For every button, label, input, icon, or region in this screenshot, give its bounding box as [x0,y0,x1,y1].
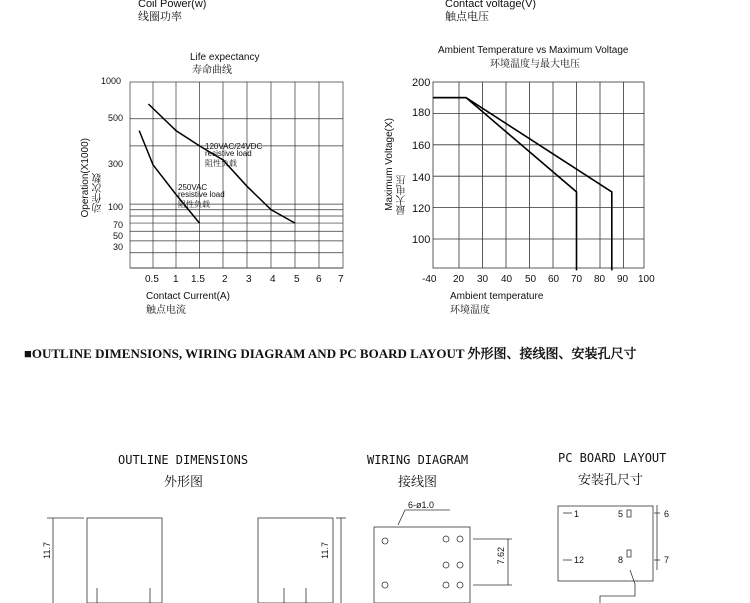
wiring-dim: 7.62 [496,547,506,565]
life-chart-ylabel-cn: 动作次数 [93,173,104,213]
temp-ytick: 100 [412,234,431,246]
life-chart-title: Life expectancy [190,52,260,63]
life-series-label: 250VAC resistive load 阻性负载 [178,183,225,209]
temp-xtick: 70 [571,274,583,285]
life-xtick: 7 [338,274,344,285]
contact-voltage-label-cn: 触点电压 [445,11,489,23]
life-chart-subtitle: 寿命曲线 [192,65,232,76]
life-ytick: 500 [108,113,124,123]
outline-title: OUTLINE DIMENSIONS [118,453,249,467]
life-xtick: 1.5 [191,274,205,285]
life-chart-xlabel: Contact Current(A) [146,291,230,302]
section-marker: ■ [24,346,32,361]
life-xtick: 0.5 [145,274,159,285]
outline-dim-right: 11.7 [320,542,330,559]
pcb-pin-label: 5 [618,509,624,519]
wiring-title-cn: 接线图 [398,474,438,489]
life-chart-ylabel: Operation(X1000) [80,138,91,218]
life-xtick: 3 [246,274,252,285]
section-title-text: OUTLINE DIMENSIONS, WIRING DIAGRAM AND PC BOARD LAYOUT 外形图、接线图、安装孔尺寸 [31,346,637,361]
temp-chart-subtitle: 环境温度与最大电压 [490,59,580,70]
contact-voltage-label: Contact voltage(V) [445,0,537,10]
life-xtick: 5 [294,274,300,285]
life-xtick: 4 [270,274,276,285]
temp-ytick: 140 [412,172,431,184]
temp-xtick: 20 [453,274,465,285]
life-xtick: 2 [222,274,228,285]
pcb-pin-label: 12 [574,555,585,565]
temp-xtick: 90 [617,274,629,285]
temp-chart-ylabel: Maximum Voltage(X) [384,118,395,211]
pcb-pin-label: 8 [618,555,624,565]
pcb-title-cn: 安装孔尺寸 [578,472,644,487]
temp-chart-xlabel: Ambient temperature [450,291,544,302]
life-series-label: 120VAC/24VDC resistive load 阻性负载 [205,142,263,168]
temp-ytick: 180 [412,107,431,119]
coil-power-label-cn: 线圈功率 [138,11,182,23]
life-ytick: 30 [113,242,124,252]
outline-title-cn: 外形图 [164,474,204,489]
temp-ytick: 120 [412,203,431,215]
wiring-title: WIRING DIAGRAM [367,453,469,467]
life-ytick: 50 [113,231,124,241]
temp-chart-title: Ambient Temperature vs Maximum Voltage [438,45,629,56]
temp-xtick: -40 [422,274,437,285]
life-ytick: 300 [108,159,124,169]
life-ytick: 1000 [101,76,122,86]
coil-power-label: Coil Power(w) [138,0,207,10]
temp-ytick: 160 [412,140,431,152]
temp-chart-ylabel-cn: 最大电压 [397,175,408,215]
life-ytick: 100 [108,202,124,212]
pcb-title: PC BOARD LAYOUT [558,451,667,465]
pcb-pin-label: 6 [664,509,670,519]
temp-xtick: 40 [501,274,513,285]
life-xtick: 6 [316,274,322,285]
temp-xtick: 30 [477,274,489,285]
temp-xtick: 100 [638,274,655,285]
temp-chart-xlabel-cn: 环境温度 [450,305,490,316]
temp-xtick: 60 [548,274,560,285]
wiring-hole-label: 6-ø1.0 [408,500,435,510]
temp-xtick: 80 [594,274,606,285]
life-xtick: 1 [173,274,179,285]
temp-xtick: 50 [525,274,537,285]
temp-ytick: 200 [412,77,431,89]
pcb-pin-label: 7 [664,555,670,565]
life-chart-xlabel-cn: 触点电流 [146,305,186,316]
pcb-pin-label: 1 [574,509,580,519]
outline-dim-left: 11.7 [42,542,52,559]
life-ytick: 70 [113,220,124,230]
